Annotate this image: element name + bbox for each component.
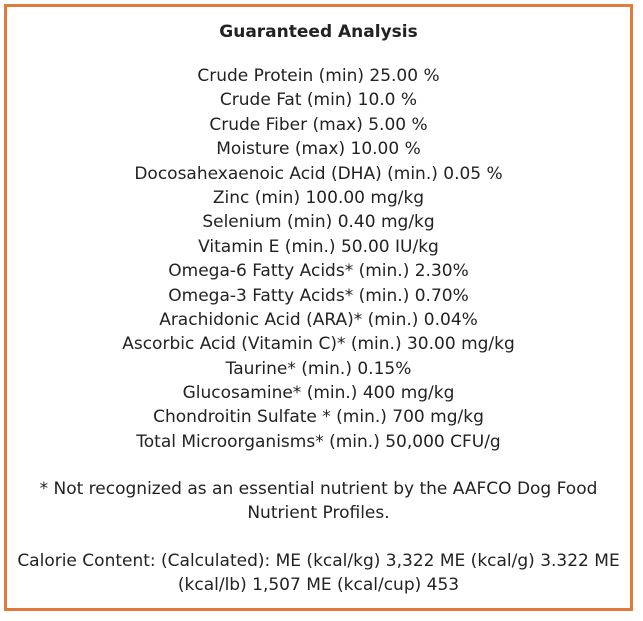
analysis-item: Vitamin E (min.) 50.00 IU/kg [198, 236, 439, 257]
analysis-item: Crude Fiber (max) 5.00 % [209, 114, 428, 135]
analysis-list [7, 64, 630, 454]
analysis-item: Taurine* (min.) 0.15% [225, 358, 412, 379]
analysis-item: Selenium (min) 0.40 mg/kg [202, 212, 435, 233]
analysis-item: Total Microorganisms* (min.) 50,000 CFU/g [136, 431, 501, 452]
analysis-item: Omega-3 Fatty Acids* (min.) 0.70% [168, 285, 469, 306]
calorie-content: Calorie Content: (Calculated): ME (kcal/kg) 3,322 ME (kcal/g) 3.322 ME (kcal/lb) 1,507 ME (kcal/cup) 453 [17, 551, 620, 595]
analysis-item: Arachidonic Acid (ARA)* (min.) 0.04% [159, 309, 478, 330]
analysis-item: Crude Fat (min) 10.0 % [219, 90, 418, 111]
analysis-item: Crude Protein (min) 25.00 % [197, 66, 440, 86]
aafco-footnote: * Not recognized as an essential nutrient by the AAFCO Dog Food Nutrient Profiles. [39, 479, 598, 523]
analysis-item: Ascorbic Acid (Vitamin C)* (min.) 30.00 mg/kg [122, 334, 515, 355]
panel-title: Guaranteed Analysis [219, 22, 418, 42]
analysis-item: Chondroitin Sulfate * (min.) 700 mg/kg [153, 407, 484, 428]
analysis-item: Omega-6 Fatty Acids* (min.) 2.30% [168, 261, 469, 282]
analysis-item: Zinc (min) 100.00 mg/kg [212, 187, 425, 208]
analysis-item: Docosahexaenoic Acid (DHA) (min.) 0.05 % [134, 163, 503, 184]
analysis-item: Moisture (max) 10.00 % [216, 139, 421, 160]
analysis-item: Glucosamine* (min.) 400 mg/kg [182, 383, 455, 404]
guaranteed-analysis-panel [4, 4, 633, 611]
